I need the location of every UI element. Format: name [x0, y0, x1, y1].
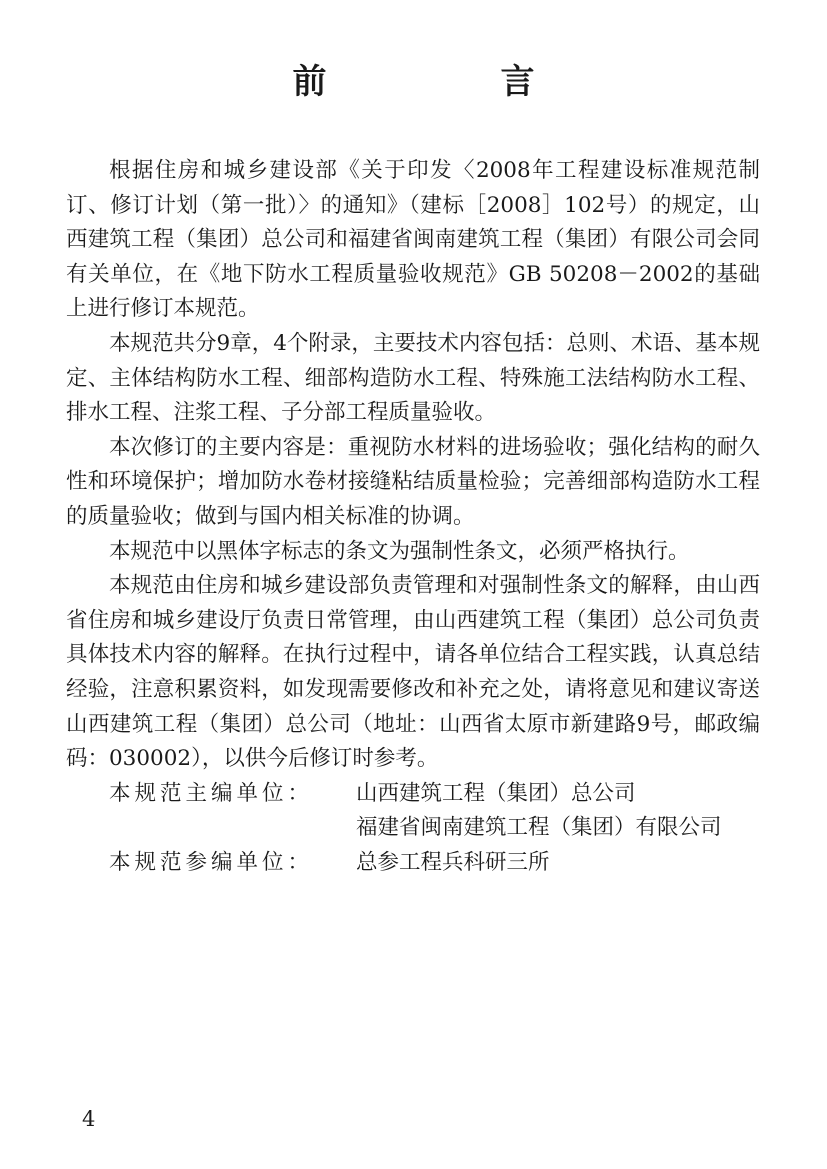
page-title: 前 言: [292, 62, 605, 102]
participating-label: 本规范参编单位：: [109, 849, 314, 875]
participating-row: [66, 846, 760, 881]
paragraph-contents: 本规范共分9章，4个附录，主要技术内容包括：总则、术语、基本规定、主体结构防水工程、细部构造防水工程、特殊施工法结构防水工程、排水工程、注浆工程、子分部工程质量验收。: [66, 330, 760, 426]
paragraph-main-changes: 本次修订的主要内容是：重视防水材料的进场验收；强化结构的耐久性和环境保护；增加防水卷材接缝粘结质量检验；完善细部构造防水工程的质量验收；做到与国内相关标准的协调。: [66, 434, 760, 529]
chief-editor-unit: 福建省闽南建筑工程（集团）有限公司: [356, 815, 722, 841]
paragraph-mandatory-clauses: 本规范中以黑体字标志的条文为强制性条文，必须严格执行。: [109, 538, 690, 564]
chief-editor-unit: 山西建筑工程（集团）总公司: [356, 780, 636, 806]
participating-unit: 总参工程兵科研三所: [356, 849, 550, 875]
participating-units: [356, 846, 760, 881]
chief-editor-row: [66, 777, 760, 846]
chief-editor-label: 本规范主编单位：: [109, 780, 314, 806]
preface-body: [66, 154, 760, 880]
page-number: 4: [82, 1107, 96, 1131]
paragraph-management: 本规范由住房和城乡建设部负责管理和对强制性条文的解释，由山西省住房和城乡建设厅负责日常管理，由山西建筑工程（集团）总公司负责具体技术内容的解释。在执行过程中，请各单位结合工程实践，认真总结经验，注意积累资料，如发现需要修改和补充之处，请将意见和建议寄送山西建筑工程（集团）总公司（地址：山西省太原市新建路9号，邮政编码：030002），以供今后修订时参考。: [66, 573, 760, 772]
chief-editor-units: [356, 777, 760, 846]
paragraph-revision-basis: 根据住房和城乡建设部《关于印发〈2008年工程建设标准规范制订、修订计划（第一批）〉的通知》（建标［2008］102号）的规定，山西建筑工程（集团）总公司和福建省闽南建筑工程（集团）有限公司会同有关单位，在《地下防水工程质量验收规范》GB 50208－2002的基础上进行修订本规范。: [66, 158, 760, 322]
